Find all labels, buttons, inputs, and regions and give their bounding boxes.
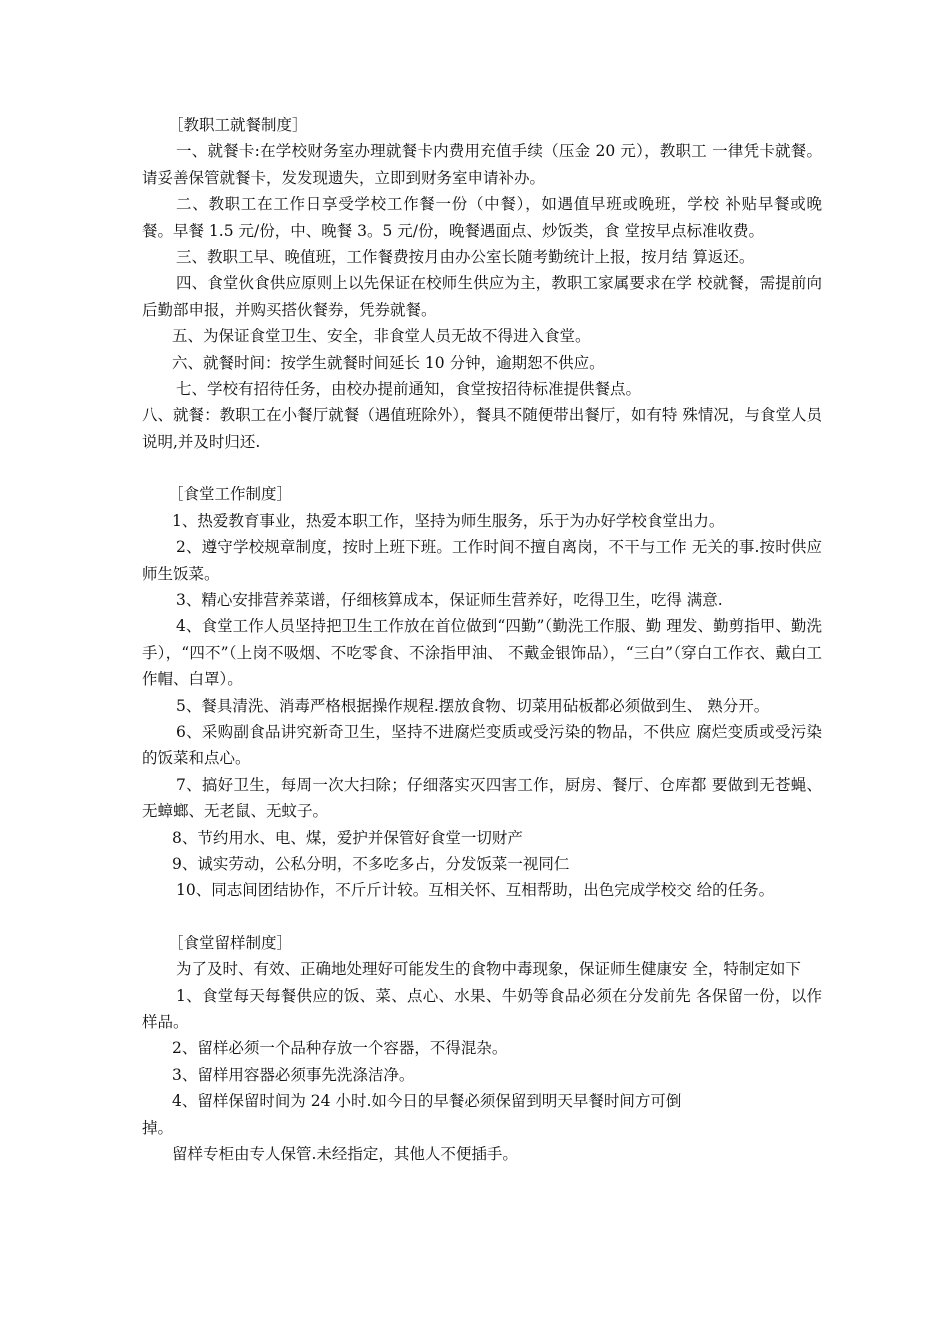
section-heading: ［食堂工作制度］: [168, 485, 293, 504]
paragraph: 3、留样用容器必须事先洗涤洁净。: [172, 1065, 415, 1084]
paragraph: 9、诚实劳动，公私分明，不多吃多占，分发饭菜一视同仁: [172, 854, 570, 873]
paragraph: 2、遵守学校规章制度，按时上班下班。工作时间不擅自离岗，不干与工作 无关的事.按时供应师生饭菜。: [142, 538, 822, 583]
section-canteen-work: [142, 481, 822, 904]
paragraph: 1、热爱教育事业，热爱本职工作，坚持为师生服务，乐于为办好学校食堂出力。: [172, 511, 725, 530]
paragraph: 6、采购副食品讲究新奇卫生，坚持不进腐烂变质或受污染的物品，不供应 腐烂变质或受污染的饭菜和点心。: [142, 722, 822, 768]
paragraph: 8、节约用水、电、煤，爱护并保管好食堂一切财产: [172, 828, 523, 847]
paragraph: 5、餐具清洗、消毒严格根据操作规程.摆放食物、切菜用砧板都必须做到生、 熟分开。: [176, 696, 770, 715]
paragraph: 七、学校有招待任务，由校办提前通知，食堂按招待标准提供餐点。: [176, 380, 642, 399]
section-heading: ［食堂留样制度］: [168, 933, 293, 952]
paragraph: 4、留样保留时间为 24 小时.如今日的早餐必须保留到明天早餐时间方可倒: [172, 1092, 682, 1111]
section-food-sample: [142, 930, 822, 1168]
paragraph: 四、食堂伙食供应原则上以先保证在校师生供应为主，教职工家属要求在学 校就餐，需提前向后勤部申报，并购买搭伙餐券，凭券就餐。: [142, 274, 822, 319]
paragraph: 7、搞好卫生，每周一次大扫除；仔细落实灭四害工作，厨房、餐厅、仓库都 要做到无苍蝇、无蟑螂、无老鼠、无蚊子。: [142, 775, 822, 821]
paragraph: 二、教职工在工作日享受学校工作餐一份（中餐），如遇值早班或晚班，学校 补贴早餐或晚餐。早餐 1.5 元/份，中、晚餐 3。5 元/份，晚餐遇面点、炒饭类，食 堂按早点标准收费。: [142, 195, 822, 240]
paragraph: 六、就餐时间：按学生就餐时间延长 10 分钟，逾期恕不供应。: [172, 353, 605, 372]
paragraph: 三、教职工早、晚值班，工作餐费按月由办公室长随考勤统计上报，按月结 算返还。: [176, 248, 755, 267]
paragraph: 3、精心安排营养菜谱，仔细核算成本，保证师生营养好，吃得卫生，吃得 满意.: [176, 590, 723, 609]
paragraph: 10、同志间团结协作，不斤斤计较。互相关怀、互相帮助，出色完成学校交 给的任务。: [176, 881, 775, 900]
paragraph: 八、就餐：教职工在小餐厅就餐（遇值班除外），餐具不随便带出餐厅，如有特 殊情况，与食堂人员说明,并及时归还.: [142, 406, 822, 451]
paragraph: 为了及时、有效、正确地处理好可能发生的食物中毒现象，保证师生健康安 全，特制定如下: [176, 960, 801, 979]
paragraph: 掉。: [142, 1118, 174, 1137]
paragraph: 1、食堂每天每餐供应的饭、菜、点心、水果、牛奶等食品必须在分发前先 各保留一份，以作样品。: [142, 986, 822, 1031]
section-heading: ［教职工就餐制度］: [168, 116, 308, 134]
paragraph: 五、为保证食堂卫生、安全，非食堂人员无故不得进入食堂。: [172, 327, 591, 346]
document-page: [142, 112, 822, 1167]
paragraph: 留样专柜由专人保管.未经指定，其他人不便插手。: [172, 1145, 518, 1164]
paragraph: 一、就餐卡:在学校财务室办理就餐卡内费用充值手续（压金 20 元），教职工 一律凭卡就餐。请妥善保管就餐卡，发发现遗失，立即到财务室申请补办。: [142, 142, 822, 187]
section-staff-dining: [142, 112, 822, 455]
paragraph: 4、食堂工作人员坚持把卫生工作放在首位做到“四勤”（勤洗工作服、勤 理发、勤剪指甲、勤洗手），“四不”（上岗不吸烟、不吃零食、不涂指甲油、 不戴金银饰品），“三白”（穿白工作衣、戴白工作帽、白罩）。: [142, 617, 822, 689]
paragraph: 2、留样必须一个品种存放一个容器，不得混杂。: [172, 1039, 508, 1058]
